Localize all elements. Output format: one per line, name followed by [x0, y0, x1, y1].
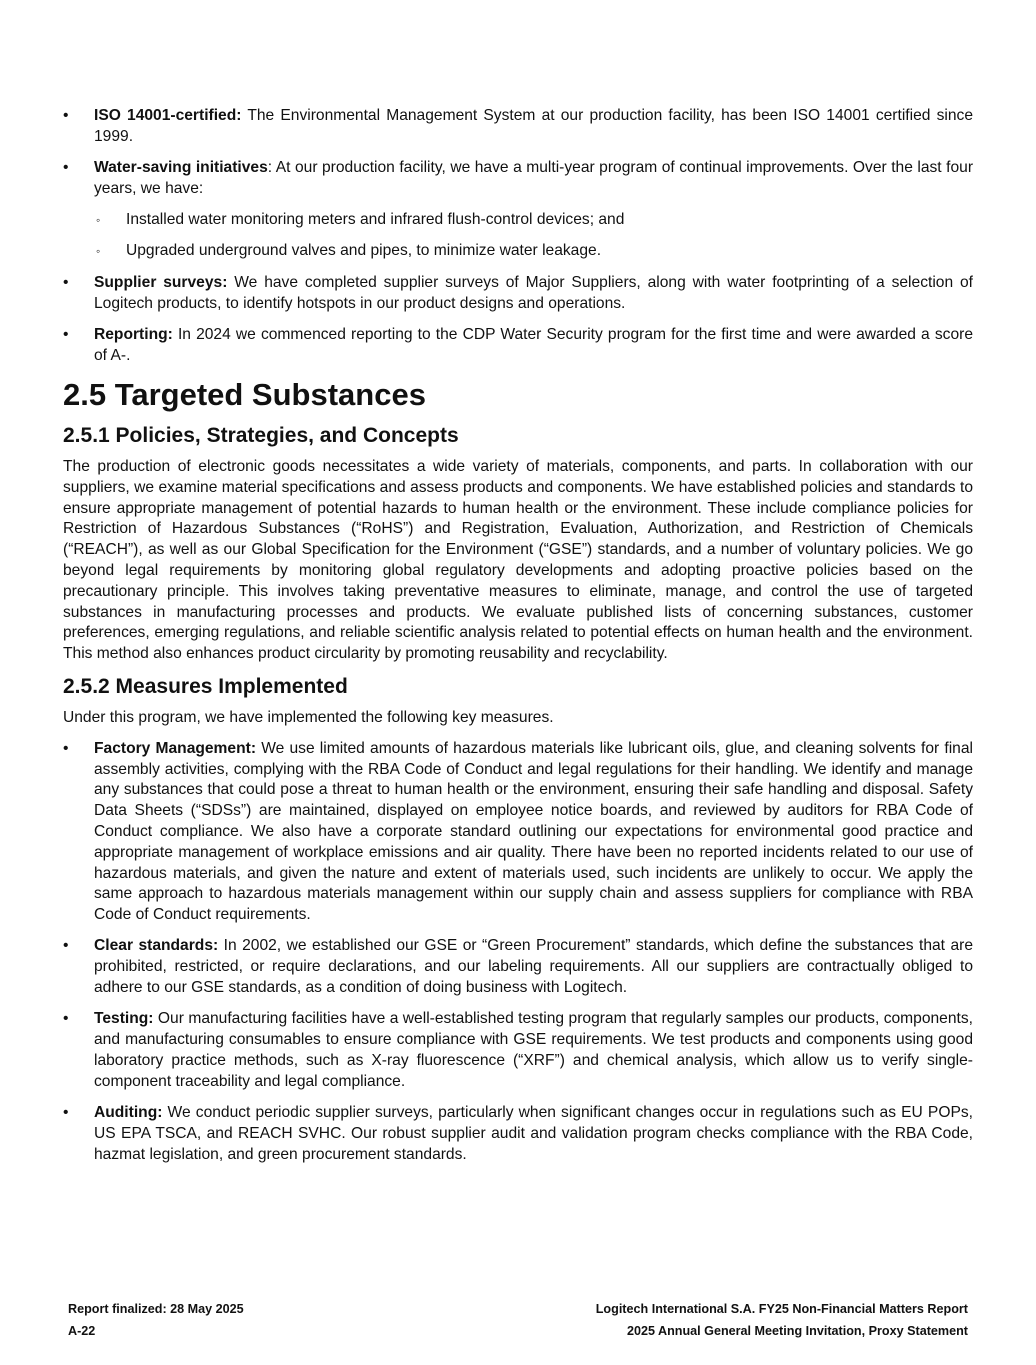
- sub-item-valves: [63, 241, 973, 262]
- page-content: [63, 106, 973, 1176]
- subsection-heading-measures: 2.5.2 Measures Implemented: [63, 674, 348, 698]
- policies-paragraph: The production of electronic goods necessitates a wide variety of materials, components, and parts. In collaboration with our suppliers, we examine material specifications and assess products and components. We have established policies and standards to ensure appropriate management of potential hazards to human health or the environment. These include compliance policies for Restriction of Hazardous Substances (“RoHS”) and Registration, Evaluation, Authorization, and Restriction of Chemicals (“REACH”), as well as our Global Specification for the Environment (“GSE”) standards, and a number of voluntary policies. We go beyond legal requirements by monitoring global regulatory developments and adopting proactive policies based on the precautionary principle. This involves taking preventative measures to eliminate, manage, and control the use of targeted substances in manufacturing processes and products. We evaluate published lists of concerning substances, customer preferences, emerging regulations, and reliable scientific analysis related to potential effects on human health and the environment. This method also enhances product circularity by promoting reusability and recyclability.: [63, 457, 973, 663]
- top-bullet-list: [63, 106, 973, 200]
- bullet-glyph: •: [63, 273, 69, 291]
- bullet-glyph: •: [63, 1103, 69, 1121]
- sub-item-text: Installed water monitoring meters and infrared flush-control devices; and: [126, 211, 625, 229]
- bullet-glyph: •: [63, 739, 69, 757]
- bullet-title: Testing:: [94, 1010, 154, 1028]
- bullet-water-saving: [63, 158, 973, 200]
- bullet-glyph: •: [63, 1010, 69, 1028]
- bullet-text: : At our production facility, we have a multi-year program of continual improvements. Over the last four years, we have:: [94, 159, 974, 197]
- bullet-supplier-surveys: [63, 273, 973, 315]
- bullet-glyph: •: [63, 107, 69, 124]
- sub-item-water-meters: [63, 210, 973, 231]
- sub-bullet-glyph: ◦: [96, 213, 101, 228]
- bullet-auditing: [63, 1103, 973, 1165]
- sub-bullet-glyph: ◦: [96, 244, 101, 259]
- bullet-title: Clear standards:: [94, 937, 219, 955]
- bullet-glyph: •: [63, 937, 69, 955]
- mid-bullet-list: [63, 273, 973, 367]
- bullet-iso-certified: [63, 106, 973, 148]
- measures-intro: Under this program, we have implemented the following key measures.: [63, 708, 554, 726]
- bullet-glyph: •: [63, 159, 69, 177]
- bullet-testing: [63, 1009, 973, 1092]
- footer-left: [68, 1299, 244, 1342]
- bullet-title: Auditing:: [94, 1103, 163, 1121]
- bullet-title: Water-saving initiatives: [94, 159, 268, 177]
- bullet-text: The Environmental Management System at our production facility, has been ISO 14001 certified since 1999.: [94, 107, 974, 145]
- report-title: Logitech International S.A. FY25 Non-Financial Matters Report: [595, 1302, 968, 1316]
- footer-right: [596, 1299, 968, 1342]
- subsection-heading-policies: 2.5.1 Policies, Strategies, and Concepts: [63, 423, 459, 447]
- page-number: A-22: [68, 1323, 96, 1338]
- bullet-factory-management: [63, 739, 973, 926]
- bullet-text: We have completed supplier surveys of Major Suppliers, along with water footprinting of a selection of Logitech products, to identify hotspots in our product designs and operations.: [94, 273, 973, 312]
- report-finalized-date: Report finalized: 28 May 2025: [68, 1302, 244, 1316]
- section-heading: 2.5 Targeted Substances: [63, 376, 426, 412]
- bullet-title: Factory Management:: [94, 739, 257, 757]
- measures-bullet-list: [63, 739, 973, 1166]
- report-subtitle: 2025 Annual General Meeting Invitation, Proxy Statement: [626, 1323, 968, 1338]
- bullet-title: ISO 14001-certified:: [94, 107, 242, 124]
- sub-item-text: Upgraded underground valves and pipes, to minimize water leakage.: [126, 242, 602, 260]
- bullet-title: Reporting:: [94, 325, 173, 343]
- bullet-text: In 2002, we established our GSE or “Green Procurement” standards, which define the substances that are prohibited, restricted, or require declarations, and our labeling requirements. All our suppliers are contractually obliged to adhere to our GSE standards, as a condition of doing business with Logitech.: [94, 937, 973, 996]
- bullet-text: Our manufacturing facilities have a well-established testing program that regularly samples our products, components, and manufacturing consumables to ensure compliance with GSE requirements. We test products and components using good laboratory practice methods, such as X-ray fluorescence (“XRF”) and chemical analysis, which allow us to verify single-component traceability and legal compliance.: [94, 1010, 973, 1090]
- bullet-clear-standards: [63, 936, 973, 998]
- bullet-reporting: [63, 325, 973, 367]
- bullet-glyph: •: [63, 325, 69, 343]
- bullet-text: We use limited amounts of hazardous materials like lubricant oils, glue, and cleaning solvents for final assembly activities, complying with the RBA Code of Conduct and legal regulations for their handling. We identify and manage any substances that could pose a threat to human health or the environment, ensuring their safe handling and disposal. Safety Data Sheets (“SDSs”) are maintained, displayed on employee notice boards, and reviewed by auditors for RBA Code of Conduct compliance. We also have a corporate standard outlining our expectations for environmental good practice and appropriate management of workplace emissions and air quality. There have been no reported incidents related to our use of hazardous materials, and given the nature and extent of materials used, such incidents are unlikely to occur. We apply the same approach to hazardous materials management within our supply chain and assess suppliers for compliance with RBA Code of Conduct requirements.: [94, 739, 973, 924]
- bullet-text: In 2024 we commenced reporting to the CDP Water Security program for the first time and were awarded a score of A-.: [94, 325, 973, 364]
- bullet-title: Supplier surveys:: [94, 273, 228, 291]
- bullet-text: We conduct periodic supplier surveys, particularly when significant changes occur in regulations such as EU POPs, US EPA TSCA, and REACH SVHC. Our robust supplier audit and validation program checks compliance with the RBA Code, hazmat legislation, and green procurement standards.: [94, 1103, 973, 1163]
